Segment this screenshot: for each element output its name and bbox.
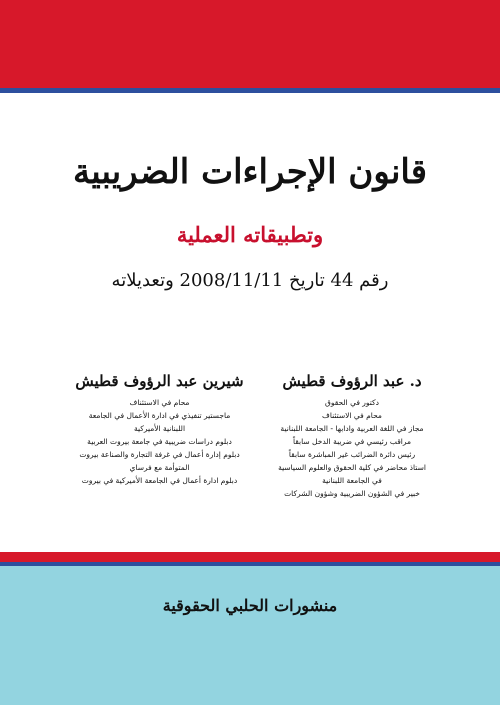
- top-red-band: [0, 0, 500, 88]
- author-1-line: استاذ محاضر في كلية الحقوق والعلوم السياسية: [278, 463, 426, 472]
- law-number-line: رقم 44 تاريخ 2008/11/11 وتعديلاته: [111, 270, 389, 291]
- author-1-line: رئيس دائرة الضرائب غير المباشرة سابقاً: [288, 450, 416, 459]
- author-1-line: مراقب رئيسي في ضريبة الدخل سابقاً: [292, 437, 412, 446]
- author-1: [262, 372, 442, 500]
- author-2-line: اللبنانية الأميركية: [133, 424, 186, 433]
- author-2: [62, 372, 257, 487]
- book-subtitle: وتطبيقاته العملية: [176, 222, 324, 247]
- author-2-line: ماجستير تنفيذي في ادارة الأعمال في الجامعة: [88, 411, 231, 420]
- author-2-line: دبلوم دراسات ضريبية في جامعة بيروت العربية: [87, 437, 232, 446]
- author-2-line: دبلوم إدارة أعمال في غرفة التجارة والصناعة بيروت: [79, 450, 240, 459]
- author-1-line: محام في الاستئناف: [322, 411, 382, 420]
- author-2-credentials: [62, 396, 257, 487]
- author-1-name: د. عبد الرؤوف قطيش: [282, 372, 422, 390]
- author-2-line: المتوأمة مع فرساي: [129, 463, 190, 472]
- author-1-line: خبير في الشؤون الضريبية وشؤون الشركات: [284, 489, 420, 498]
- publisher-name: منشورات الحلبي الحقوقية: [162, 596, 338, 615]
- author-1-line: دكتور في الحقوق: [325, 398, 379, 407]
- author-2-name: شيرين عبد الرؤوف قطيش: [75, 372, 244, 390]
- author-1-credentials: [262, 396, 442, 500]
- bottom-red-stripe: [0, 552, 500, 562]
- author-2-line: دبلوم ادارة أعمال في الجامعة الأميركية في بيروت: [81, 476, 238, 485]
- author-2-line: محام في الاستئناف: [129, 398, 190, 407]
- bottom-teal-band: [0, 566, 500, 705]
- author-1-line: في الجامعة اللبنانية: [322, 476, 382, 485]
- author-1-line: مجاز في اللغة العربية وادابها - الجامعة اللبنانية: [280, 424, 424, 433]
- book-title: قانون الإجراءات الضريبية: [72, 152, 428, 192]
